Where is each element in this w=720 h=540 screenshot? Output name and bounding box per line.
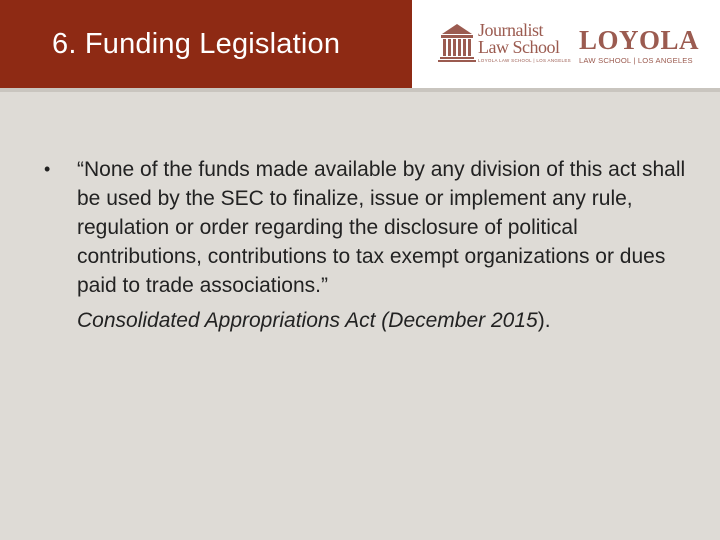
loyola-logo: LOYOLA bbox=[579, 25, 700, 55]
citation bbox=[77, 306, 694, 335]
journalist-logo-line1: Journalist bbox=[478, 20, 543, 40]
header-divider bbox=[0, 88, 720, 92]
slide-body bbox=[44, 155, 694, 335]
title-bar bbox=[0, 0, 412, 88]
citation-end: ). bbox=[537, 309, 551, 332]
journalist-law-school-logo bbox=[478, 22, 559, 56]
journalist-logo-subtitle: LOYOLA LAW SCHOOL | LOS ANGELES bbox=[478, 58, 571, 63]
journalist-logo-line2: Law School bbox=[478, 37, 560, 57]
quote-text: “None of the funds made available by any division of this act shall be used by the SEC to finalize, issue or implement any rule, regulation or order regarding the disclosure of political contributions, contributions to tax exempt organizations or dues paid to trade associations.” bbox=[77, 158, 686, 297]
bullet-marker: • bbox=[44, 159, 51, 179]
loyola-logo-subtitle: LAW SCHOOL | LOS ANGELES bbox=[579, 56, 693, 65]
citation-title: Consolidated Appropriations Act (December 2015 bbox=[77, 309, 538, 332]
slide-title: 6. Funding Legislation bbox=[52, 28, 341, 60]
